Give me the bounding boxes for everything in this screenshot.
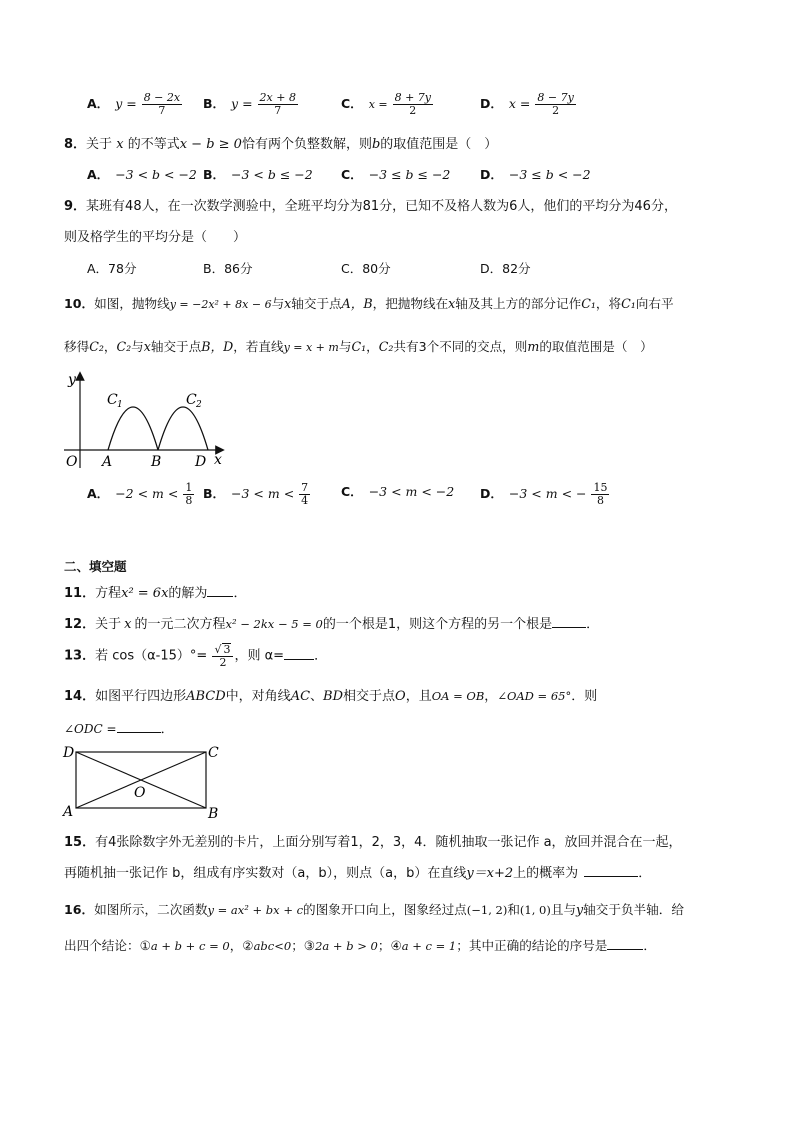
q9-option-a-text: A．78分 bbox=[87, 261, 137, 276]
q14-t7: ．则 bbox=[571, 689, 598, 704]
q8-option-b-label: B． bbox=[203, 167, 226, 182]
q14-question: ∠ODC = bbox=[64, 722, 117, 736]
q10-option-a-num: 1 bbox=[185, 481, 193, 494]
q13-t3: ． bbox=[314, 648, 328, 664]
q16-point2: (1, 0) bbox=[519, 903, 551, 917]
q12-equation: x² − 2kx − 5 = 0 bbox=[225, 617, 323, 631]
q10-option-d-label: D． bbox=[480, 486, 503, 501]
q8-option-c-value: −3 ≤ b ≤ −2 bbox=[368, 167, 451, 182]
q10-option-b bbox=[203, 482, 311, 507]
q10-t4: ，把抛物线在 bbox=[372, 296, 449, 311]
q7-option-c-lhs: x = bbox=[368, 98, 388, 111]
q14-number: 14． bbox=[64, 689, 96, 704]
q10-number: 10． bbox=[64, 296, 95, 311]
q10-l2-t4: 轴交于点 bbox=[150, 339, 202, 354]
q16-point1: (−1, 2) bbox=[466, 903, 508, 917]
q16-t2: 的图象开口向上，图象经过点 bbox=[303, 902, 467, 917]
q10-fig-c2-label: C bbox=[186, 392, 197, 408]
q14-ac: AC bbox=[290, 689, 311, 704]
q12-answer-blank[interactable] bbox=[552, 613, 586, 628]
q8-var-x: x bbox=[116, 137, 124, 152]
q9-option-b bbox=[203, 259, 252, 279]
q10-c2-c: C₂ bbox=[378, 339, 394, 354]
q8-text-2: 的不等式 bbox=[127, 137, 180, 152]
q7-option-d-den: 2 bbox=[552, 104, 560, 117]
q10-option-d-pre: −3 < m < − bbox=[508, 486, 587, 501]
q10-c2-b: C₂ bbox=[116, 339, 132, 354]
q10-l2-t5: ，若直线 bbox=[233, 339, 284, 354]
q10-l2-t1: 移得 bbox=[64, 339, 90, 354]
q10-option-b-num: 7 bbox=[301, 481, 309, 494]
q16-l2-t2: ，② bbox=[229, 938, 254, 953]
q10-var-m: m bbox=[527, 339, 540, 354]
q16-t1: 如图所示，二次函数 bbox=[94, 902, 208, 917]
q7-option-c-num: 8 + 7y bbox=[394, 91, 432, 104]
q10-x-axis: x bbox=[284, 296, 292, 311]
q16-conclusion-4: a + c = 1 bbox=[401, 939, 457, 953]
q10-curve-c2 bbox=[158, 407, 208, 450]
q9-option-c-text: C．80分 bbox=[341, 261, 391, 276]
q13-numerator: √ 3 bbox=[212, 643, 233, 657]
q7-option-b-den: 7 bbox=[274, 104, 282, 117]
q10-curve-c1 bbox=[108, 407, 158, 450]
q8-option-c bbox=[341, 165, 450, 185]
q14-fig-d-label: D bbox=[63, 745, 75, 761]
q10-points-ab: A，B bbox=[341, 296, 373, 311]
q13-denominator: 2 bbox=[219, 656, 227, 669]
q14-t1: 如图平行四边形 bbox=[95, 689, 187, 704]
q7-option-b bbox=[203, 92, 299, 117]
q7-option-c-label: C． bbox=[341, 96, 363, 111]
q10-c1-c: C₁ bbox=[351, 339, 367, 354]
section-fill-in-title: 二、填空题 bbox=[64, 559, 127, 574]
q10-l2-t3: 与 bbox=[131, 339, 144, 354]
q10-fig-c1-label: C bbox=[107, 392, 118, 408]
q16-t4: 且与 bbox=[550, 902, 577, 917]
q10-option-d-frac bbox=[591, 482, 609, 507]
q8-option-d bbox=[480, 165, 591, 185]
q9-line2: 则及格学生的平均分是（ ） bbox=[64, 230, 247, 245]
q9-stem-line1 bbox=[64, 197, 677, 217]
q7-option-a-num: 8 − 2x bbox=[143, 91, 181, 104]
q14-cond1: OA = OB bbox=[431, 689, 485, 703]
q7-option-c-frac bbox=[393, 92, 433, 117]
q16-answer-blank[interactable] bbox=[607, 935, 643, 950]
q10-parabola-figure bbox=[60, 370, 230, 470]
q8-option-c-label: C． bbox=[341, 167, 363, 182]
q12-t1: 关于 bbox=[95, 617, 122, 632]
q8-option-a bbox=[87, 165, 197, 185]
q9-option-c bbox=[341, 259, 391, 279]
q10-option-d bbox=[480, 482, 610, 507]
q10-x-axis-2: x bbox=[448, 296, 456, 311]
q14-fig-o-label: O bbox=[134, 785, 146, 801]
q10-l2-t9: 的取值范围是（ ） bbox=[539, 339, 653, 354]
q7-option-a-label: A． bbox=[87, 96, 110, 111]
q10-fig-y-label: y bbox=[68, 372, 76, 388]
q14-cond2: ∠OAD = 65° bbox=[497, 689, 572, 703]
q11-t2: 的解为 bbox=[168, 586, 208, 601]
q10-option-a-frac bbox=[183, 482, 194, 507]
q14-abcd: ABCD bbox=[186, 689, 226, 704]
q7-option-b-frac bbox=[258, 92, 298, 117]
q13-answer-blank[interactable] bbox=[284, 645, 314, 660]
q8-number: 8． bbox=[64, 137, 87, 152]
q10-l2-t2: ， bbox=[103, 339, 117, 354]
q7-option-b-num: 2x + 8 bbox=[259, 91, 296, 104]
q10-option-b-den: 4 bbox=[301, 494, 309, 507]
q10-option-a bbox=[87, 482, 195, 507]
q8-text-3: 恰有两个负整数解，则 bbox=[241, 137, 372, 152]
q10-parabola-eq: y = −2x² + 8x − 6 bbox=[169, 298, 272, 311]
q12-number: 12． bbox=[64, 617, 96, 632]
q16-l2-t5: ；其中正确的结论的序号是 bbox=[456, 938, 608, 953]
q10-t5: 轴及其上方的部分记作 bbox=[455, 296, 582, 311]
q11-equation: x² = 6x bbox=[121, 586, 169, 601]
q8-var-b: b bbox=[371, 137, 381, 152]
q10-l2-t7: ， bbox=[366, 339, 379, 354]
q10-stem-line2 bbox=[64, 337, 653, 358]
q8-text-4: 的取值范围是（ ） bbox=[380, 137, 498, 152]
q14-o: O bbox=[395, 689, 406, 704]
q14-rectangle-figure bbox=[60, 740, 230, 822]
q10-l2-t8: 共有3个不同的交点，则 bbox=[393, 339, 528, 354]
q10-fig-b-label: B bbox=[151, 454, 162, 470]
q10-fig-o-label: O bbox=[66, 454, 78, 470]
q8-text-1: 关于 bbox=[86, 137, 113, 152]
q9-option-d-text: D．82分 bbox=[480, 261, 531, 276]
q10-fig-c2-sub: 2 bbox=[196, 400, 202, 410]
q10-c1-b: C₁ bbox=[621, 296, 636, 311]
q9-line1: 某班有48人，在一次数学测验中，全班平均分为81分，已知不及格人数为6人，他们的平均分为46分， bbox=[86, 199, 677, 214]
q15-line-eq: y＝x+2 bbox=[466, 866, 514, 881]
q13-number: 13． bbox=[64, 648, 96, 664]
q13-sqrt-radicand: 3 bbox=[223, 643, 231, 656]
q11-t3: ． bbox=[233, 586, 247, 601]
q16-l2-t4: ；④ bbox=[377, 938, 402, 953]
q10-fig-c1-sub: 1 bbox=[117, 400, 123, 410]
q11-t1: 方程 bbox=[95, 586, 122, 601]
q14-t6: ， bbox=[484, 689, 498, 704]
q16-number: 16． bbox=[64, 902, 95, 917]
q7-option-d-frac bbox=[535, 92, 575, 117]
q7-option-d-lhs: x = bbox=[508, 96, 531, 111]
q10-fig-d-label: D bbox=[195, 454, 207, 470]
q14-fig-b-label: B bbox=[208, 806, 219, 822]
q8-option-a-label: A． bbox=[87, 167, 110, 182]
q16-y-var: y bbox=[576, 902, 584, 917]
q15-number: 15． bbox=[64, 835, 96, 850]
q14-t8: ． bbox=[160, 722, 174, 737]
q8-option-d-value: −3 ≤ b < −2 bbox=[508, 167, 591, 182]
q10-fig-x-label: x bbox=[214, 452, 222, 468]
q14-t4: 相交于点 bbox=[343, 689, 396, 704]
q16-l2-t3: ；③ bbox=[291, 938, 316, 953]
q16-t5: 轴交于负半轴．给 bbox=[583, 902, 684, 917]
q7-option-b-label: B． bbox=[203, 96, 226, 111]
q10-x-axis-3: x bbox=[143, 339, 151, 354]
q10-c1: C₁ bbox=[581, 296, 596, 311]
q10-option-d-den: 8 bbox=[596, 494, 604, 507]
q8-option-b-value: −3 < b ≤ −2 bbox=[231, 167, 313, 182]
q14-t5: ，且 bbox=[405, 689, 432, 704]
q10-points-bd: B，D bbox=[201, 339, 234, 354]
q7-option-c bbox=[341, 92, 434, 117]
q10-option-a-pre: −2 < m < bbox=[115, 486, 179, 501]
q16-t3: 和 bbox=[507, 902, 520, 917]
q15-l2-t3: ． bbox=[638, 866, 652, 881]
q7-option-a-den: 7 bbox=[158, 104, 166, 117]
q8-inequality: x − b ≥ 0 bbox=[179, 137, 242, 152]
q14-stem-line1 bbox=[64, 686, 597, 707]
q13-t2: ，则 α= bbox=[234, 648, 285, 664]
q11-stem bbox=[64, 582, 246, 604]
q7-option-a-frac bbox=[142, 92, 182, 117]
q10-option-b-label: B． bbox=[203, 486, 226, 501]
q14-fig-c-label: C bbox=[208, 745, 219, 761]
q14-bd: BD bbox=[323, 689, 344, 704]
q10-option-c-value: −3 < m < −2 bbox=[368, 484, 455, 499]
q15-answer-blank[interactable] bbox=[584, 862, 638, 877]
q13-t1: 若 cos（α-15）°= bbox=[95, 648, 208, 664]
q7-option-b-lhs: y = bbox=[231, 96, 253, 111]
q16-l2-t6: ． bbox=[643, 938, 656, 953]
q10-option-a-label: A． bbox=[87, 486, 110, 501]
q7-option-a-lhs: y = bbox=[115, 96, 137, 111]
q9-option-d bbox=[480, 259, 531, 279]
q15-l2-t1: 再随机抽一张记作 b，组成有序实数对（a，b），则点（a，b）在直线 bbox=[64, 866, 467, 881]
q7-option-c-den: 2 bbox=[409, 104, 417, 117]
q7-option-d-label: D． bbox=[480, 96, 503, 111]
q10-t3: 轴交于点 bbox=[291, 296, 342, 311]
q10-t2: 与 bbox=[271, 296, 285, 311]
q16-conclusion-2: abc<0 bbox=[253, 939, 292, 953]
q10-option-d-num: 15 bbox=[593, 481, 608, 494]
q10-option-b-pre: −3 < m < bbox=[231, 486, 295, 501]
q7-option-a bbox=[87, 92, 183, 117]
q14-fig-a-label: A bbox=[63, 804, 74, 820]
q12-t3: 的一个根是1，则这个方程的另一个根是 bbox=[322, 617, 553, 632]
q9-number: 9． bbox=[64, 199, 87, 214]
q7-option-d bbox=[480, 92, 577, 117]
q10-option-c bbox=[341, 482, 454, 502]
q16-stem-line2 bbox=[64, 935, 656, 956]
q16-conclusion-3: 2a + b > 0 bbox=[315, 939, 378, 953]
q11-answer-blank[interactable] bbox=[207, 582, 233, 597]
q11-number: 11． bbox=[64, 586, 96, 601]
q13-fraction bbox=[212, 643, 233, 669]
q14-stem-line2 bbox=[64, 718, 174, 740]
q9-option-a bbox=[87, 259, 136, 279]
q10-t1: 如图，抛物线 bbox=[94, 296, 170, 311]
q8-stem bbox=[64, 135, 497, 155]
q16-equation: y = ax² + bx + c bbox=[207, 903, 304, 917]
q8-option-a-value: −3 < b < −2 bbox=[115, 167, 197, 182]
q10-line-eq: y = x + m bbox=[283, 341, 339, 354]
q14-t3: 、 bbox=[310, 689, 324, 704]
q10-c2: C₂ bbox=[89, 339, 104, 354]
q8-option-d-label: D． bbox=[480, 167, 503, 182]
q16-conclusion-1: a + b + c = 0 bbox=[150, 939, 230, 953]
q9-option-b-text: B．86分 bbox=[203, 261, 253, 276]
q10-stem-line1 bbox=[64, 294, 674, 315]
q8-option-b bbox=[203, 165, 313, 185]
q15-l2-t2: 上的概率为 bbox=[513, 866, 579, 881]
q15-stem-line1 bbox=[64, 833, 682, 853]
q12-t2: 的一元二次方程 bbox=[134, 617, 226, 632]
q9-stem-line2 bbox=[64, 228, 246, 248]
q10-option-a-den: 8 bbox=[185, 494, 193, 507]
q13-stem bbox=[64, 643, 327, 669]
q12-stem bbox=[64, 613, 599, 635]
q12-var: x bbox=[124, 617, 132, 632]
q10-option-c-label: C． bbox=[341, 484, 363, 499]
q10-t7: 向右平 bbox=[635, 296, 674, 311]
q14-t2: 中，对角线 bbox=[225, 689, 291, 704]
q15-stem-line2 bbox=[64, 862, 651, 884]
q15-line1: 有4张除数字外无差别的卡片，上面分别写着1，2，3，4．随机抽取一张记作 a，放回并混合在一起， bbox=[95, 835, 682, 850]
q12-t4: ． bbox=[586, 617, 600, 632]
q10-option-b-frac bbox=[299, 482, 310, 507]
q16-l2-t1: 出四个结论：① bbox=[64, 938, 151, 953]
q10-l2-t6: 与 bbox=[338, 339, 352, 354]
q10-fig-a-label: A bbox=[102, 454, 113, 470]
q7-option-d-num: 8 − 7y bbox=[537, 91, 574, 104]
q14-answer-blank[interactable] bbox=[117, 718, 161, 733]
q10-t6: ，将 bbox=[595, 296, 622, 311]
q16-stem-line1 bbox=[64, 900, 684, 920]
